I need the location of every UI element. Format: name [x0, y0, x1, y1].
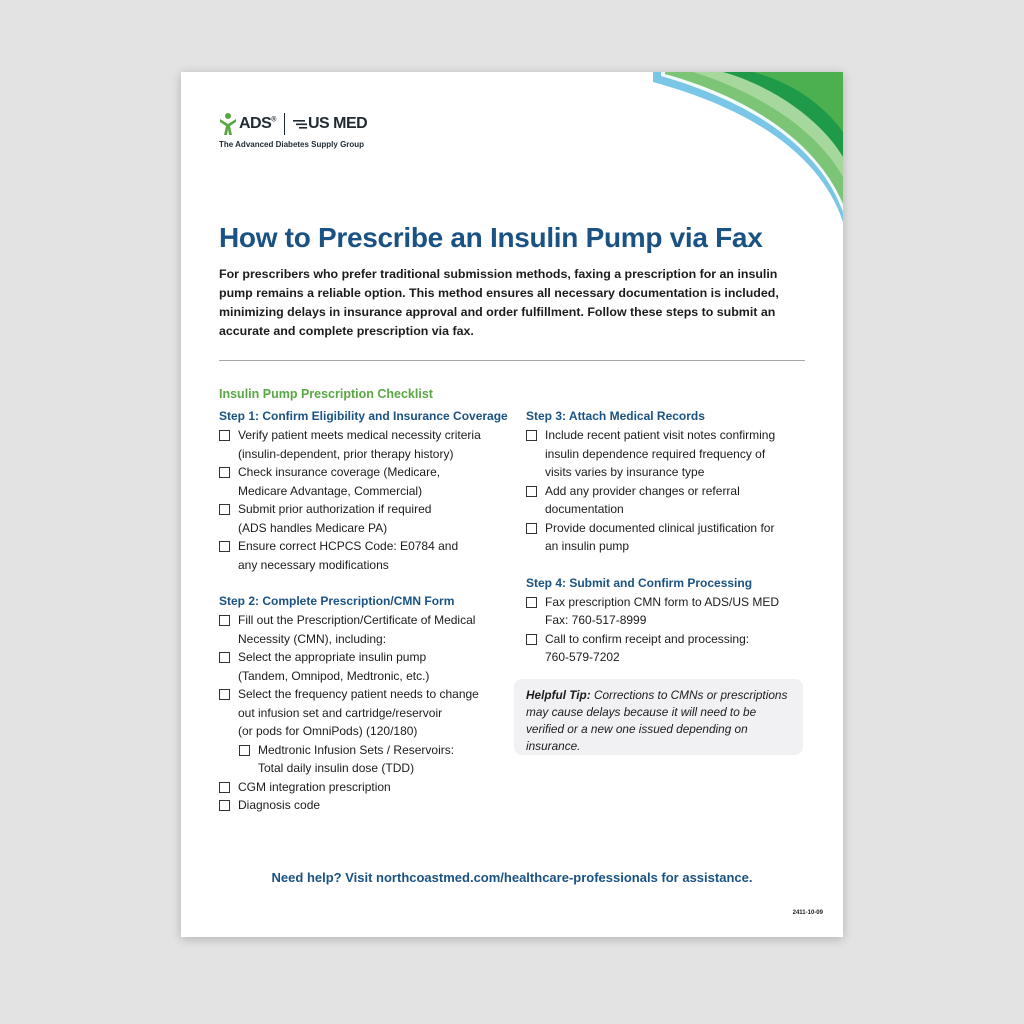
step-1-items [219, 426, 509, 574]
step-3-heading: Step 3: Attach Medical Records [526, 409, 705, 423]
step-4-heading: Step 4: Submit and Confirm Processing [526, 575, 753, 590]
item-text: Medtronic Infusion Sets / Reservoirs: Total daily insulin dose (TDD) [258, 742, 455, 775]
checkbox[interactable] [219, 689, 230, 700]
step-3-items [526, 426, 816, 556]
item-text: Fill out the Prescription/Certificate of Medical Necessity (CMN), including: [238, 613, 476, 646]
ads-person-icon [219, 112, 237, 136]
checklist-title: Insulin Pump Prescription Checklist [219, 387, 433, 401]
checkbox[interactable] [526, 634, 537, 645]
checklist-item [219, 796, 509, 815]
item-text: Verify patient meets medical necessity criteria (insulin-dependent, prior therapy history) [238, 428, 481, 461]
logo-usmed [293, 115, 367, 133]
checklist-item [526, 593, 816, 630]
intro-paragraph: For prescribers who prefer traditional submission methods, faxing a prescription for an insulin pump remains a reliable option. This method ensures all necessary documentation is included, minimizing delays in insurance approval and order fulfillment. Follow these steps to submit an accurate and complete prescription via fax. [219, 267, 779, 338]
checklist-item [526, 519, 816, 556]
document-page [181, 72, 843, 937]
checkbox[interactable] [239, 745, 250, 756]
speed-lines-icon [293, 119, 307, 129]
step-4-items [526, 593, 816, 667]
helpful-tip-text [514, 679, 803, 755]
decorative-swoosh [653, 72, 843, 222]
item-text: Submit prior authorization if required (ADS handles Medicare PA) [238, 502, 432, 535]
item-text: Fax prescription CMN form to ADS/US MED Fax: 760-517-8999 [545, 594, 780, 627]
item-text: CGM integration prescription [238, 779, 391, 794]
item-text: Add any provider changes or referral documentation [545, 483, 740, 516]
helpful-tip-label: Helpful Tip: [526, 688, 591, 702]
item-text: Include recent patient visit notes confirming insulin dependence required frequency of visits varies by insurance type [545, 428, 776, 479]
checklist-column-right [526, 408, 816, 667]
checklist-item [219, 648, 509, 685]
checklist-item [526, 482, 816, 519]
checkbox[interactable] [526, 523, 537, 534]
checkbox[interactable] [219, 541, 230, 552]
checkbox[interactable] [219, 467, 230, 478]
item-text: Call to confirm receipt and processing: 760-579-7202 [545, 631, 750, 664]
checklist-item [219, 426, 509, 463]
step-4-section [526, 575, 816, 667]
item-text: Provide documented clinical justification for an insulin pump [545, 520, 775, 553]
item-text: Select the frequency patient needs to change out infusion set and cartridge/reservoir (or pods for OmniPods) (120/180) [238, 687, 479, 738]
checkbox[interactable] [219, 504, 230, 515]
page-title: How to Prescribe an Insulin Pump via Fax [219, 222, 763, 253]
document-code: 2411-10-09 [792, 910, 823, 916]
item-text: Diagnosis code [238, 798, 321, 812]
item-text: Select the appropriate insulin pump (Tandem, Omnipod, Medtronic, etc.) [238, 650, 430, 683]
checkbox[interactable] [526, 486, 537, 497]
checklist-item [219, 611, 509, 648]
helpful-tip-body: Corrections to CMNs or prescriptions may cause delays because it will need to be verified or a new one issued depending on insurance. [526, 688, 788, 753]
checklist-subitem [219, 741, 509, 778]
helpful-tip-box [514, 679, 803, 755]
step-2-items [219, 611, 509, 815]
checklist-item [526, 630, 816, 667]
logo-divider [284, 113, 285, 135]
checklist-item [219, 537, 509, 574]
checkbox[interactable] [219, 652, 230, 663]
checkbox[interactable] [219, 782, 230, 793]
item-text: Ensure correct HCPCS Code: E0784 and any necessary modifications [238, 539, 459, 572]
checklist-item [219, 500, 509, 537]
step-2-heading: Step 2: Complete Prescription/CMN Form [219, 594, 455, 608]
divider-rule [219, 360, 805, 361]
checkbox[interactable] [526, 430, 537, 441]
checklist-item [219, 463, 509, 500]
help-footer: Need help? Visit northcoastmed.com/healthcare-professionals for assistance. [271, 870, 753, 885]
company-logo [219, 110, 367, 149]
step-1-section [219, 408, 509, 574]
checklist-item [526, 426, 816, 482]
checklist-column-left [219, 408, 509, 815]
logo-tagline: The Advanced Diabetes Supply Group [219, 140, 365, 149]
step-1-heading: Step 1: Confirm Eligibility and Insurance Coverage [219, 409, 508, 423]
checkbox[interactable] [219, 430, 230, 441]
checklist-item [219, 685, 509, 741]
checkbox[interactable] [219, 615, 230, 626]
logo-usmed-text: US MED [307, 115, 368, 132]
checkbox[interactable] [526, 597, 537, 608]
step-3-section [526, 408, 816, 556]
checkbox[interactable] [219, 800, 230, 811]
step-2-section [219, 593, 509, 815]
item-text: Check insurance coverage (Medicare, Medicare Advantage, Commercial) [238, 465, 441, 498]
checklist-item [219, 778, 509, 797]
logo-ads-text: ADS® [239, 115, 276, 132]
